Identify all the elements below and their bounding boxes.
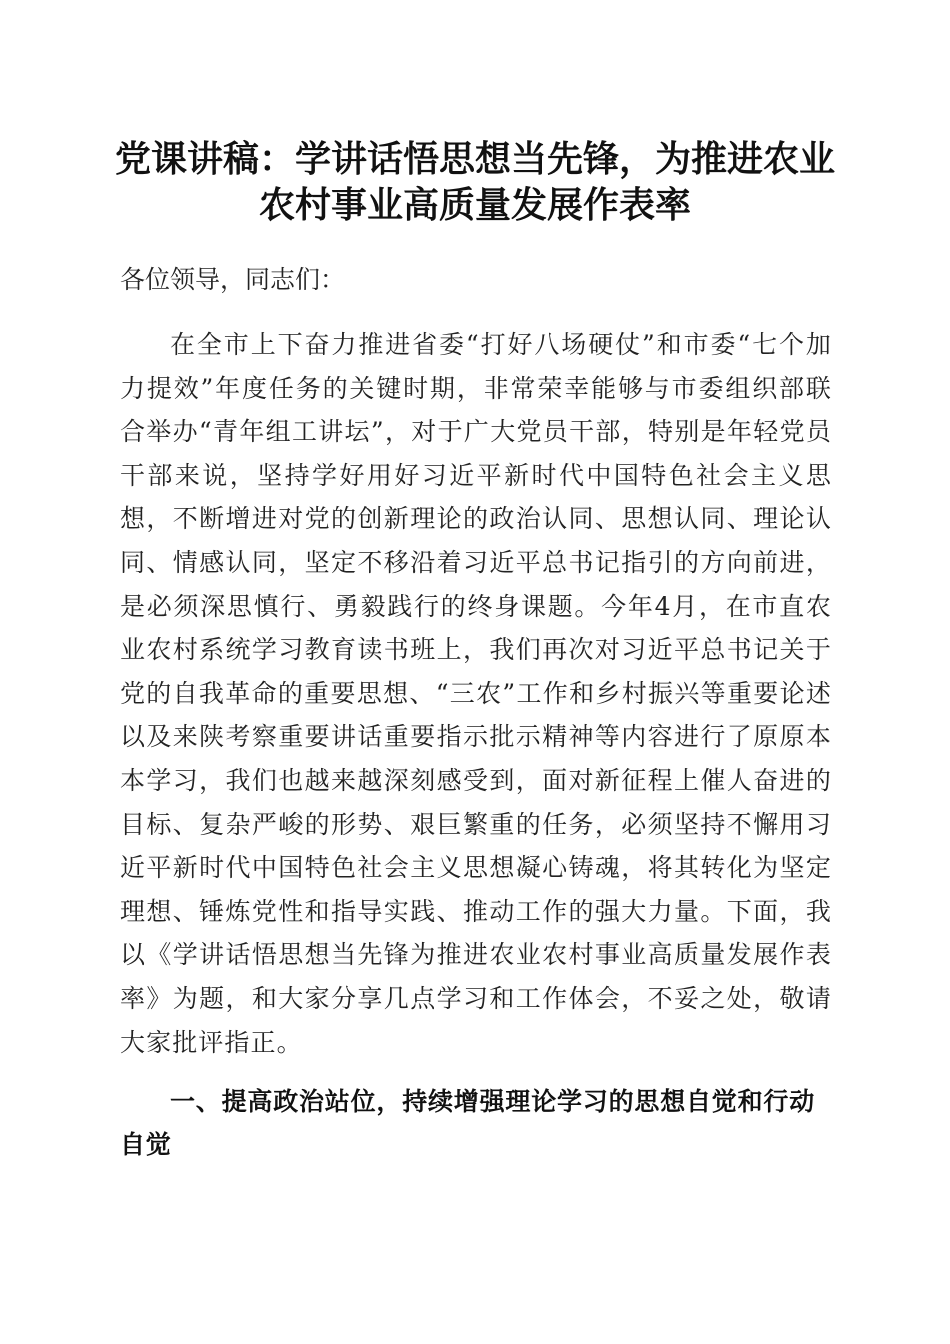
title-line-2: 农村事业高质量发展作表率 [258, 184, 691, 226]
section-heading-1: 一、提高政治站位，持续增强理论学习的思想自觉和行动自觉 [120, 1087, 816, 1159]
salutation: 各位领导，同志们： [120, 265, 346, 294]
document-title [100, 136, 850, 228]
intro-paragraph: 在全市上下奋力推进省委“打好八场硬仗”和市委“七个加力提效”年度任务的关键时期，非常荣幸能够与市委组织部联合举办“青年组工讲坛”，对于广大党员干部，特别是年轻党员干部来说，坚持学好用好习近平新时代中国特色社会主义思想，不断增进对党的创新理论的政治认同、思想认同、理论认同、情感认同，坚定不移沿着习近平总书记指引的方向前进，是必须深思慎行、勇毅践行的终身课题。今年4月，在市直农业农村系统学习教育读书班上，我们再次对习近平总书记关于党的自我革命的重要思想、“三农”工作和乡村振兴等重要论述以及来陕考察重要讲话重要指示批示精神等内容进行了原原本本学习，我们也越来越深刻感受到，面对新征程上催人奋进的目标、复杂严峻的形势、艰巨繁重的任务，必须坚持不懈用习近平新时代中国特色社会主义思想凝心铸魂，将其转化为坚定理想、锤炼党性和指导实践、推动工作的强大力量。下面，我以《学讲话悟思想当先锋为推进农业农村事业高质量发展作表率》为题，和大家分享几点学习和工作体会，不妥之处，敬请大家批评指正。 [120, 330, 832, 1057]
title-line-1: 党课讲稿：学讲话悟思想当先锋，为推进农业 [114, 138, 835, 180]
